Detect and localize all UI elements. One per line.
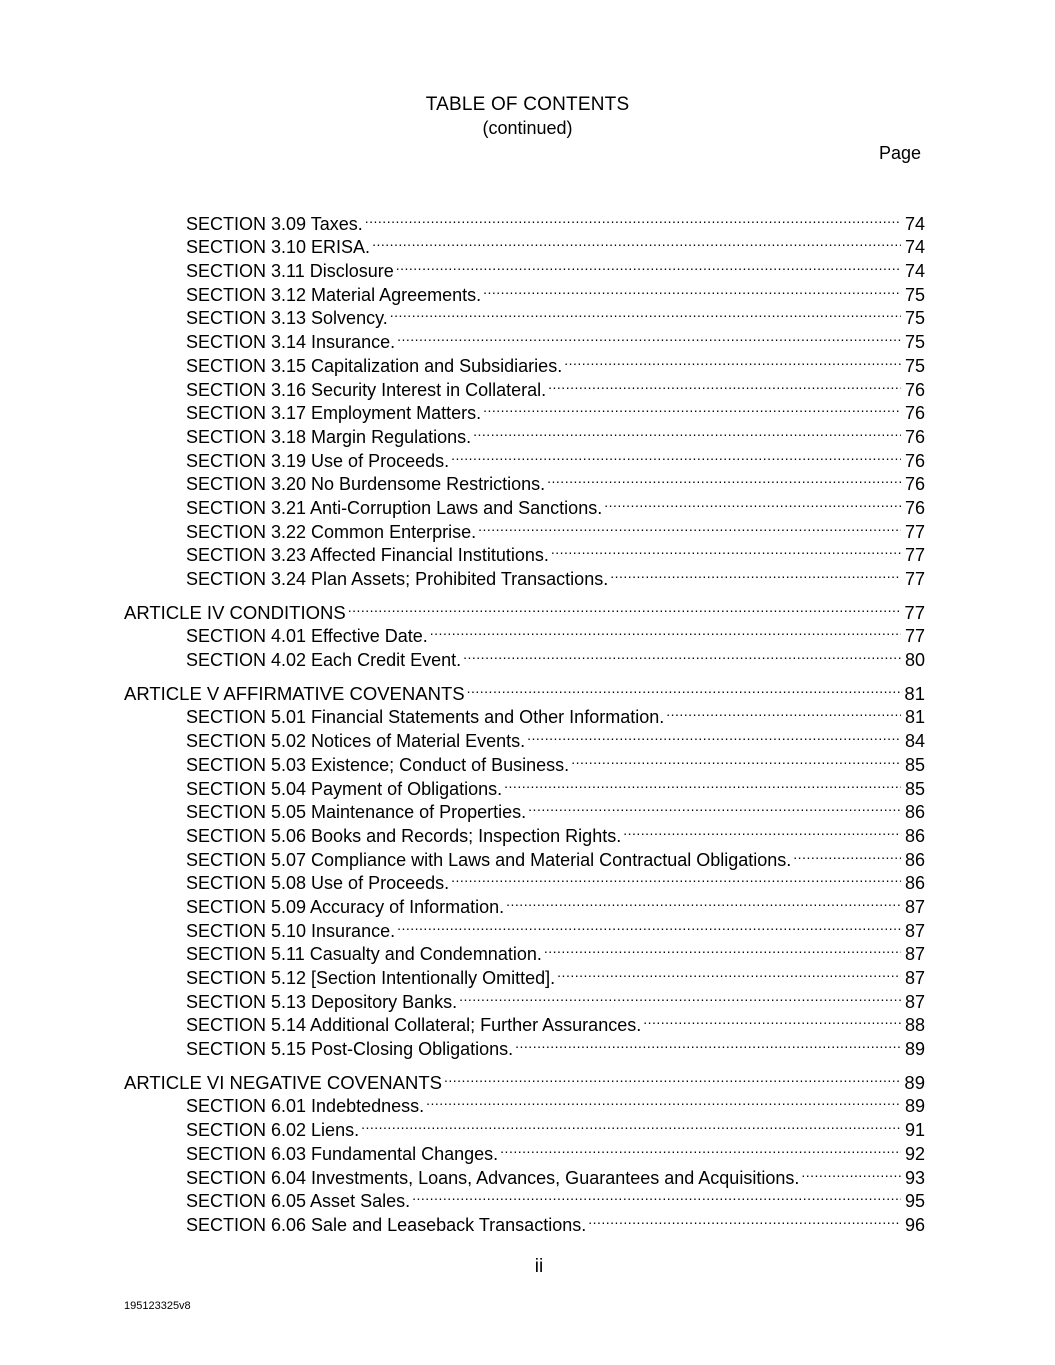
dot-leader: [588, 1207, 901, 1231]
toc-entry-page: 87: [904, 944, 925, 965]
toc-section-entry: [186, 795, 925, 823]
toc-entry-title: ARTICLE V AFFIRMATIVE COVENANTS: [124, 682, 465, 704]
dot-leader: [610, 561, 901, 585]
toc-entry-page: 74: [904, 213, 925, 234]
toc-entry-page: 87: [904, 920, 925, 941]
dot-leader: [396, 253, 901, 277]
toc-entry-page: 89: [904, 1096, 925, 1117]
toc-entry-title: SECTION 3.22 Common Enterprise.: [186, 521, 477, 542]
toc-entry-page: 87: [904, 991, 925, 1012]
toc-entry-page: 80: [904, 650, 925, 671]
toc-section-entry: [186, 1008, 925, 1036]
dot-leader: [548, 372, 901, 396]
toc-entry-page: 77: [904, 601, 925, 623]
toc-entry-title: SECTION 5.04 Payment of Obligations.: [186, 778, 503, 799]
toc-entry-title: SECTION 5.11 Casualty and Condemnation.: [186, 944, 542, 965]
dot-leader: [666, 700, 901, 724]
toc-section-entry: [186, 700, 925, 728]
toc-entry-title: SECTION 3.13 Solvency.: [186, 308, 388, 329]
toc-section-entry: [186, 514, 925, 542]
toc-entry-page: 76: [904, 403, 925, 424]
dot-leader: [397, 324, 901, 348]
toc-section-entry: [186, 396, 925, 424]
toc-entry-title: SECTION 3.14 Insurance.: [186, 332, 396, 353]
toc-entry-title: SECTION 3.19 Use of Proceeds.: [186, 450, 450, 471]
toc-section-entry: [186, 324, 925, 353]
dot-leader: [451, 443, 901, 467]
toc-section-entry: [186, 1031, 925, 1060]
toc-entry-title: SECTION 3.12 Material Agreements.: [186, 284, 482, 305]
toc-entry-page: 76: [904, 426, 925, 447]
toc-entry-title: SECTION 5.06 Books and Records; Inspection Rights.: [186, 825, 622, 846]
toc-entry-title: SECTION 3.16 Security Interest in Collateral.: [186, 379, 547, 400]
toc-section-entry: [186, 230, 925, 258]
toc-section-entry: [186, 348, 925, 376]
document-id: 195123325v8: [124, 1300, 191, 1312]
dot-leader: [451, 866, 901, 890]
toc-section-entry: [186, 866, 925, 894]
toc-entry-page: 77: [904, 521, 925, 542]
toc-entry-page: 77: [904, 569, 925, 589]
toc-entry-page: 75: [904, 308, 925, 329]
toc-entry-title: SECTION 6.06 Sale and Leaseback Transactions.: [186, 1214, 587, 1235]
toc-entry-title: SECTION 5.05 Maintenance of Properties.: [186, 802, 527, 823]
toc-section-entry: [186, 842, 925, 870]
toc-section-entry: [186, 561, 925, 589]
toc-entry-title: SECTION 4.01 Effective Date.: [186, 626, 428, 647]
dot-leader: [397, 913, 901, 937]
toc-entry-title: SECTION 5.02 Notices of Material Events.: [186, 731, 526, 752]
dot-leader: [467, 676, 901, 700]
toc-entry-title: ARTICLE IV CONDITIONS: [124, 601, 346, 623]
toc-entry-title: SECTION 3.18 Margin Regulations.: [186, 426, 472, 447]
toc-article-entry: [124, 595, 925, 623]
toc-entry-page: 81: [904, 682, 925, 704]
dot-leader: [793, 842, 901, 866]
toc-section-entry: [186, 1160, 925, 1188]
toc-entry-title: SECTION 5.08 Use of Proceeds.: [186, 873, 450, 894]
toc-section-entry: [186, 723, 925, 752]
toc-entry-title: SECTION 3.24 Plan Assets; Prohibited Transactions.: [186, 569, 609, 589]
toc-entry-page: 89: [904, 1071, 925, 1093]
toc-entry-page: 88: [904, 1015, 925, 1036]
toc-entry-page: 74: [904, 237, 925, 258]
toc-entry-page: 86: [904, 825, 925, 846]
toc-entry-title: SECTION 6.02 Liens.: [186, 1120, 360, 1141]
toc-entry-title: SECTION 6.04 Investments, Loans, Advances, Guarantees and Acquisitions.: [186, 1167, 800, 1188]
toc-entry-title: SECTION 5.09 Accuracy of Information.: [186, 896, 505, 917]
toc-entry-page: 93: [904, 1167, 925, 1188]
page-number: ii: [534, 1256, 544, 1277]
toc-entry-page: 91: [904, 1120, 925, 1141]
toc-entry-title: SECTION 5.15 Post-Closing Obligations.: [186, 1039, 514, 1060]
toc-section-entry: [186, 490, 925, 518]
toc-section-entry: [186, 277, 925, 305]
dot-leader: [515, 1031, 901, 1055]
toc-entry-page: 76: [904, 497, 925, 518]
dot-leader: [564, 348, 901, 372]
toc-section-entry: [186, 619, 925, 647]
toc-list: [0, 206, 1055, 1235]
dot-leader: [390, 301, 901, 325]
toc-entry-title: SECTION 6.01 Indebtedness.: [186, 1096, 425, 1117]
dot-leader: [463, 642, 901, 666]
toc-section-entry: [186, 443, 925, 471]
toc-entry-title: SECTION 3.10 ERISA.: [186, 237, 371, 258]
dot-leader: [483, 277, 901, 301]
toc-entry-page: 77: [904, 545, 925, 566]
toc-entry-page: 87: [904, 968, 925, 988]
toc-entry-title: SECTION 3.17 Employment Matters.: [186, 403, 482, 424]
toc-section-entry: [186, 419, 925, 447]
dot-leader: [544, 937, 901, 961]
dot-leader: [527, 723, 901, 747]
toc-section-entry: [186, 206, 925, 234]
dot-leader: [643, 1008, 901, 1032]
toc-section-entry: [186, 771, 925, 799]
toc-entry-page: 87: [904, 896, 925, 917]
toc-entry-title: SECTION 5.14 Additional Collateral; Further Assurances.: [186, 1015, 642, 1036]
toc-entry-page: 86: [904, 873, 925, 894]
toc-entry-title: SECTION 3.21 Anti-Corruption Laws and Sanctions.: [186, 497, 603, 518]
dot-leader: [372, 230, 901, 254]
toc-entry-title: SECTION 5.13 Depository Banks.: [186, 991, 458, 1012]
toc-entry-page: 75: [904, 332, 925, 353]
toc-entry-page: 96: [904, 1214, 925, 1235]
toc-entry-page: 81: [904, 707, 925, 728]
toc-section-entry: [186, 1136, 925, 1164]
dot-leader: [557, 960, 901, 984]
toc-entry-page: 76: [904, 474, 925, 495]
toc-entry-page: 86: [904, 802, 925, 823]
toc-entry-title: SECTION 3.11 Disclosure: [186, 261, 394, 282]
toc-entry-page: 74: [904, 261, 925, 282]
dot-leader: [459, 984, 901, 1008]
toc-section-entry: [186, 889, 925, 917]
toc-section-entry: [186, 372, 925, 400]
toc-section-entry: [186, 1089, 925, 1117]
dot-leader: [483, 396, 901, 420]
toc-section-entry: [186, 467, 925, 495]
dot-leader: [604, 490, 901, 514]
toc-entry-page: 75: [904, 355, 925, 376]
dot-leader: [365, 206, 901, 230]
toc-article-entry: [124, 676, 925, 704]
toc-section-entry: [186, 984, 925, 1012]
toc-entry-title: SECTION 5.10 Insurance.: [186, 920, 396, 941]
toc-entry-page: 76: [904, 450, 925, 471]
toc-entry-page: 85: [904, 778, 925, 799]
dot-leader: [528, 795, 901, 819]
toc-entry-title: ARTICLE VI NEGATIVE COVENANTS: [124, 1071, 442, 1093]
toc-title: TABLE OF CONTENTS: [425, 94, 630, 115]
dot-leader: [547, 467, 901, 491]
toc-section-entry: [186, 1112, 925, 1141]
toc-section-entry: [186, 747, 925, 775]
toc-entry-page: 89: [904, 1039, 925, 1060]
toc-subtitle: (continued): [482, 118, 573, 138]
toc-section-entry: [186, 960, 925, 988]
toc-section-entry: [186, 818, 925, 846]
dot-leader: [430, 619, 901, 643]
dot-leader: [506, 889, 901, 913]
dot-leader: [571, 747, 901, 771]
toc-entry-page: 92: [904, 1143, 925, 1164]
toc-section-entry: [186, 301, 925, 329]
dot-leader: [500, 1136, 901, 1160]
dot-leader: [551, 538, 901, 562]
toc-entry-page: 75: [904, 284, 925, 305]
dot-leader: [623, 818, 901, 842]
toc-entry-title: SECTION 3.15 Capitalization and Subsidiaries.: [186, 355, 563, 376]
dot-leader: [361, 1112, 901, 1136]
toc-entry-title: SECTION 5.01 Financial Statements and Other Information.: [186, 707, 665, 728]
toc-entry-page: 85: [904, 754, 925, 775]
toc-section-entry: [186, 937, 925, 965]
toc-section-entry: [186, 538, 925, 566]
toc-entry-title: SECTION 3.09 Taxes.: [186, 213, 363, 234]
dot-leader: [412, 1184, 901, 1208]
toc-entry-title: SECTION 6.05 Asset Sales.: [186, 1191, 411, 1212]
dot-leader: [504, 771, 901, 795]
toc-entry-title: SECTION 5.07 Compliance with Laws and Material Contractual Obligations.: [186, 849, 792, 870]
dot-leader: [348, 595, 901, 619]
toc-entry-title: SECTION 6.03 Fundamental Changes.: [186, 1143, 499, 1164]
toc-entry-page: 95: [904, 1191, 925, 1212]
toc-entry-title: SECTION 5.03 Existence; Conduct of Business.: [186, 754, 570, 775]
toc-entry-page: 77: [904, 626, 925, 647]
toc-section-entry: [186, 253, 925, 282]
toc-entry-title: SECTION 3.20 No Burdensome Restrictions.: [186, 474, 546, 495]
toc-entry-page: 86: [904, 849, 925, 870]
toc-entry-title: SECTION 3.23 Affected Financial Institutions.: [186, 545, 549, 566]
dot-leader: [478, 514, 901, 538]
toc-section-entry: [186, 913, 925, 941]
toc-article-entry: [124, 1065, 925, 1093]
dot-leader: [444, 1065, 900, 1089]
page-column-label: Page: [878, 143, 921, 163]
toc-section-entry: [186, 642, 925, 671]
toc-section-entry: [186, 1184, 925, 1212]
toc-section-entry: [186, 1207, 925, 1235]
toc-entry-page: 84: [904, 731, 925, 752]
dot-leader: [473, 419, 901, 443]
toc-entry-title: SECTION 4.02 Each Credit Event.: [186, 650, 462, 671]
dot-leader: [426, 1089, 901, 1113]
dot-leader: [801, 1160, 901, 1184]
toc-entry-page: 76: [904, 379, 925, 400]
toc-entry-title: SECTION 5.12 [Section Intentionally Omitted].: [186, 968, 556, 988]
